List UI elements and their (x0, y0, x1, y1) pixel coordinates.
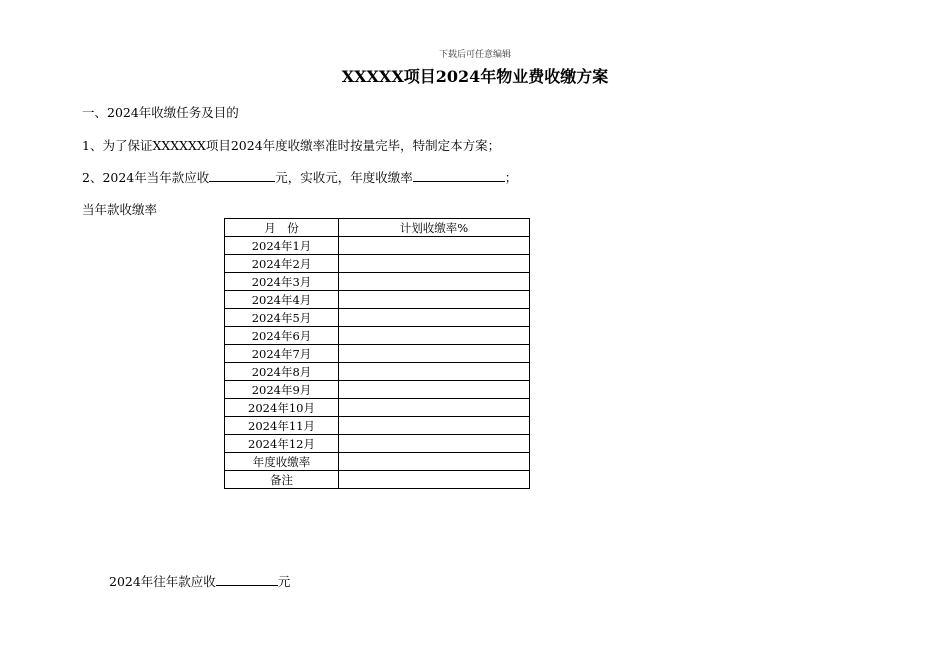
planned-rate-cell[interactable] (339, 237, 530, 255)
receivable-blank[interactable] (209, 169, 275, 182)
past-due-suffix: 元 (277, 574, 291, 589)
planned-rate-cell[interactable] (339, 417, 530, 435)
item-2-prefix: 2、2024年当年款应收 (82, 170, 210, 185)
planned-rate-cell[interactable] (339, 381, 530, 399)
table-row (225, 417, 530, 435)
table-row (225, 309, 530, 327)
past-due-blank[interactable] (216, 573, 278, 586)
month-cell: 2024年4月 (225, 291, 339, 309)
month-cell: 2024年8月 (225, 363, 339, 381)
month-cell: 2024年6月 (225, 327, 339, 345)
table-row (225, 471, 530, 489)
month-cell: 2024年5月 (225, 309, 339, 327)
past-due-line (109, 572, 290, 590)
planned-rate-cell[interactable] (339, 345, 530, 363)
table-header-row (225, 219, 530, 237)
month-cell: 2024年2月 (225, 255, 339, 273)
table-row (225, 273, 530, 291)
planned-rate-cell[interactable] (339, 399, 530, 417)
past-due-prefix: 2024年往年款应收 (109, 574, 216, 589)
table-row (225, 345, 530, 363)
month-cell: 备注 (225, 471, 339, 489)
month-cell: 年度收缴率 (225, 453, 339, 471)
table-row (225, 381, 530, 399)
section-heading: 一、2024年收缴任务及目的 (82, 105, 239, 120)
planned-rate-cell[interactable] (339, 453, 530, 471)
table-row (225, 237, 530, 255)
month-cell: 2024年9月 (225, 381, 339, 399)
month-cell: 2024年11月 (225, 417, 339, 435)
item-1: 1、为了保证XXXXXX项目2024年度收缴率准时按量完毕，特制定本方案； (82, 138, 501, 153)
table-row (225, 255, 530, 273)
month-cell: 2024年12月 (225, 435, 339, 453)
table-row (225, 435, 530, 453)
table-caption: 当年款收缴率 (82, 202, 158, 217)
planned-rate-cell[interactable] (339, 435, 530, 453)
planned-rate-cell[interactable] (339, 291, 530, 309)
month-cell: 2024年7月 (225, 345, 339, 363)
collection-rate-table (224, 218, 530, 489)
item-2-mid: 元，实收元，年度收缴率 (275, 170, 413, 185)
table-row (225, 453, 530, 471)
planned-rate-cell[interactable] (339, 255, 530, 273)
item-2-suffix: ； (504, 170, 518, 185)
planned-rate-cell[interactable] (339, 471, 530, 489)
month-cell: 2024年10月 (225, 399, 339, 417)
planned-rate-cell[interactable] (339, 363, 530, 381)
annual-rate-blank[interactable] (413, 169, 505, 182)
header-month: 月 份 (225, 219, 339, 237)
header-planned-rate: 计划收缴率% (339, 219, 530, 237)
table-row (225, 327, 530, 345)
header-note: 下载后可任意编辑 (438, 50, 511, 60)
planned-rate-cell[interactable] (339, 273, 530, 291)
table-row (225, 363, 530, 381)
planned-rate-cell[interactable] (339, 309, 530, 327)
planned-rate-cell[interactable] (339, 327, 530, 345)
table-row (225, 291, 530, 309)
month-cell: 2024年1月 (225, 237, 339, 255)
month-cell: 2024年3月 (225, 273, 339, 291)
document-title: XXXXX项目2024年物业费收缴方案 (341, 67, 609, 86)
item-2 (82, 168, 517, 186)
table-row (225, 399, 530, 417)
table-body (225, 237, 530, 489)
